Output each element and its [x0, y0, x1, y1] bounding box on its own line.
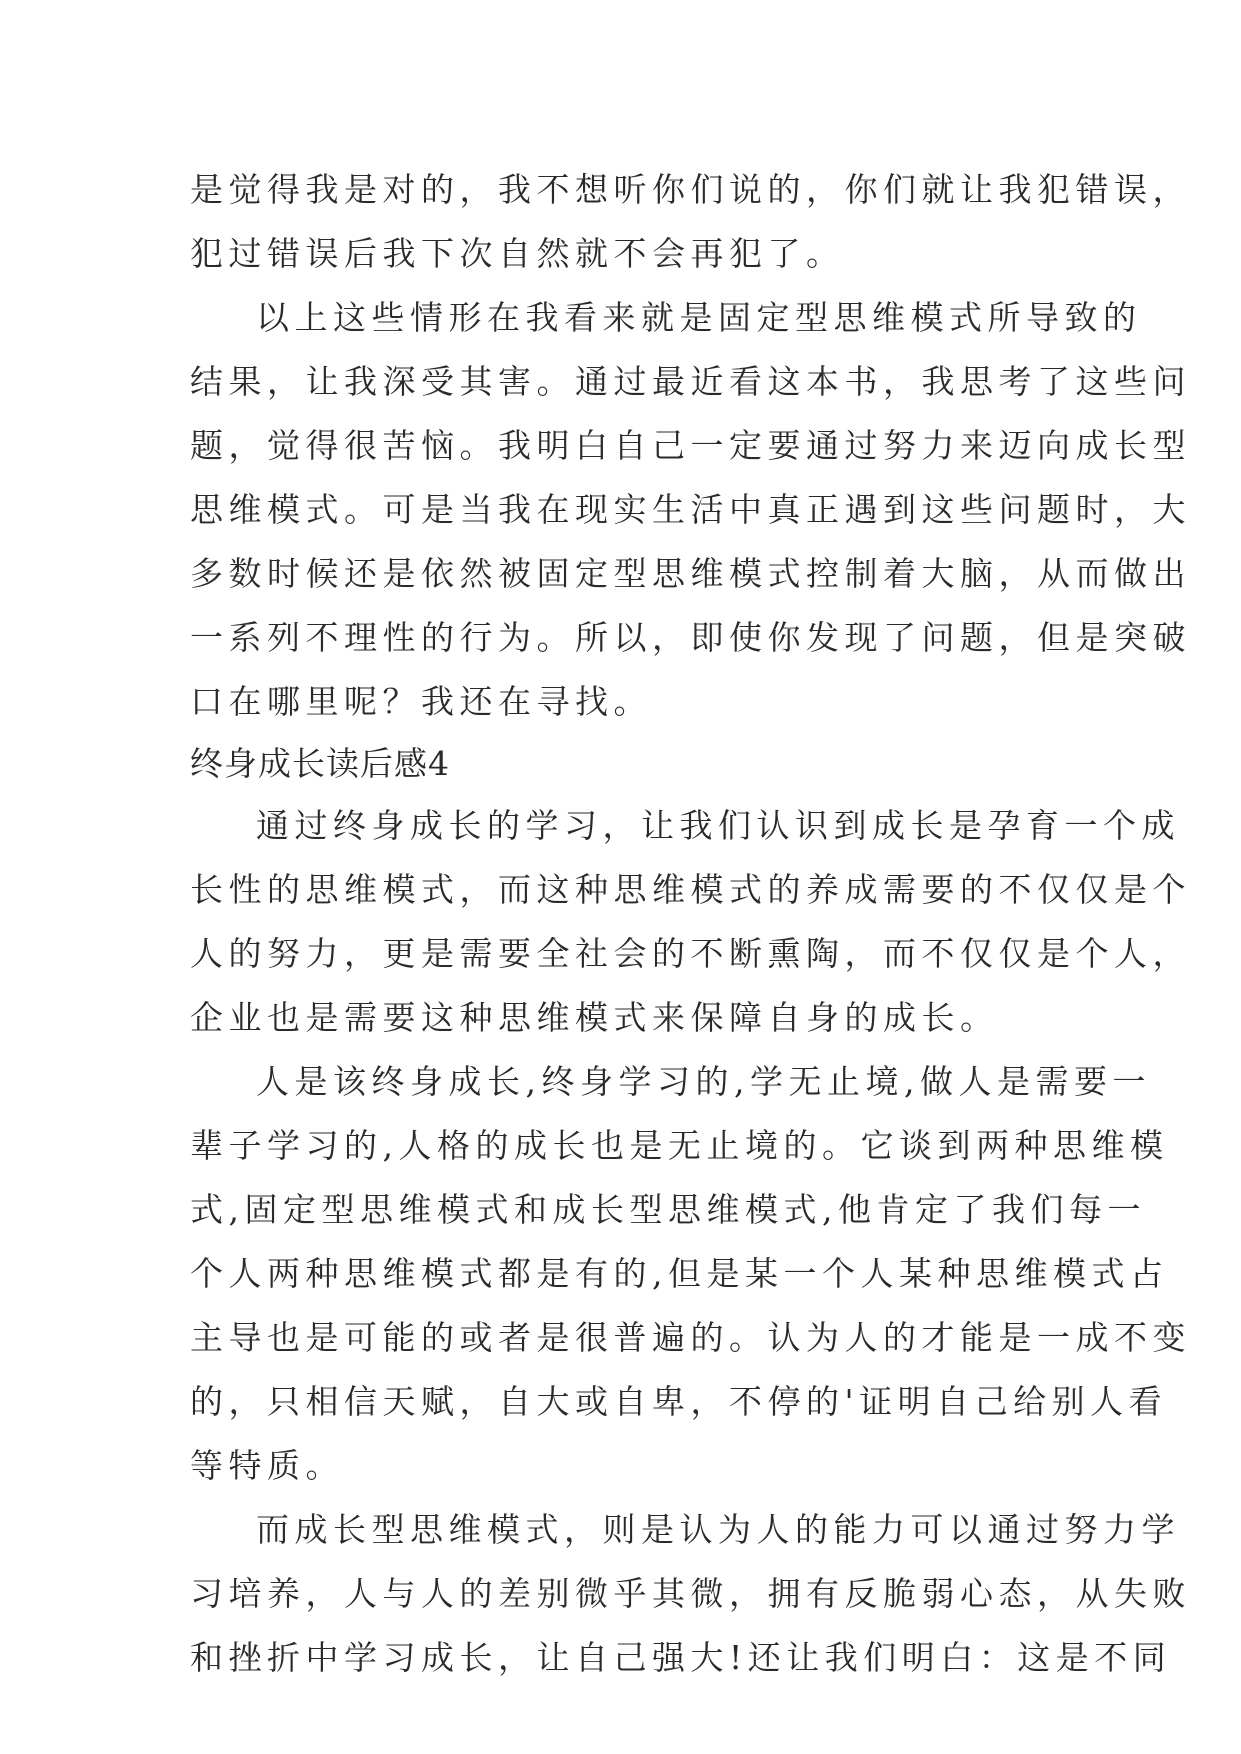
text-line: 而成长型思维模式，则是认为人的能力可以通过努力学 — [256, 1510, 1180, 1549]
text-line: 结果，让我深受其害。通过最近看这本书，我思考了这些问 — [190, 362, 1191, 401]
text-line: 是觉得我是对的，我不想听你们说的，你们就让我犯错误， — [190, 170, 1191, 209]
text-line: 习培养，人与人的差别微乎其微，拥有反脆弱心态，从失败 — [190, 1574, 1191, 1613]
text-line: 以上这些情形在我看来就是固定型思维模式所导致的 — [256, 298, 1142, 337]
paragraph — [190, 1050, 1191, 1498]
paragraph — [190, 158, 1191, 286]
paragraph — [190, 1498, 1191, 1690]
text-line: 辈子学习的,人格的成长也是无止境的。它谈到两种思维模 — [190, 1126, 1169, 1165]
text-line: 多数时候还是依然被固定型思维模式控制着大脑，从而做出 — [190, 554, 1191, 593]
text-line: 通过终身成长的学习，让我们认识到成长是孕育一个成 — [256, 806, 1180, 845]
text-line: 长性的思维模式，而这种思维模式的养成需要的不仅仅是个 — [190, 870, 1191, 909]
text-line: 一系列不理性的行为。所以，即使你发现了问题，但是突破 — [190, 618, 1191, 657]
text-line: 人是该终身成长,终身学习的,学无止境,做人是需要一 — [256, 1062, 1151, 1101]
text-line: 思维模式。可是当我在现实生活中真正遇到这些问题时，大 — [190, 490, 1191, 529]
text-line: 等特质。 — [190, 1446, 344, 1485]
text-line: 犯过错误后我下次自然就不会再犯了。 — [190, 234, 845, 273]
text-line: 的，只相信天赋，自大或自卑，不停的'证明自己给别人看 — [190, 1382, 1168, 1421]
paragraph — [190, 286, 1191, 734]
paragraph — [190, 794, 1191, 1050]
text-line: 口在哪里呢？我还在寻找。 — [190, 682, 652, 721]
section-heading: 终身成长读后感4 — [190, 744, 450, 783]
text-line: 个人两种思维模式都是有的,但是某一个人某种思维模式占 — [190, 1254, 1169, 1293]
text-line: 企业也是需要这种思维模式来保障自身的成长。 — [190, 998, 999, 1037]
text-line: 式,固定型思维模式和成长型思维模式,他肯定了我们每一 — [190, 1190, 1146, 1229]
text-line: 人的努力，更是需要全社会的不断熏陶，而不仅仅是个人， — [190, 934, 1191, 973]
text-line: 题，觉得很苦恼。我明白自己一定要通过努力来迈向成长型 — [190, 426, 1191, 465]
text-line: 和挫折中学习成长，让自己强大!还让我们明白：这是不同 — [190, 1638, 1172, 1677]
document-body — [190, 158, 1191, 1690]
text-line: 主导也是可能的或者是很普遍的。认为人的才能是一成不变 — [190, 1318, 1191, 1357]
